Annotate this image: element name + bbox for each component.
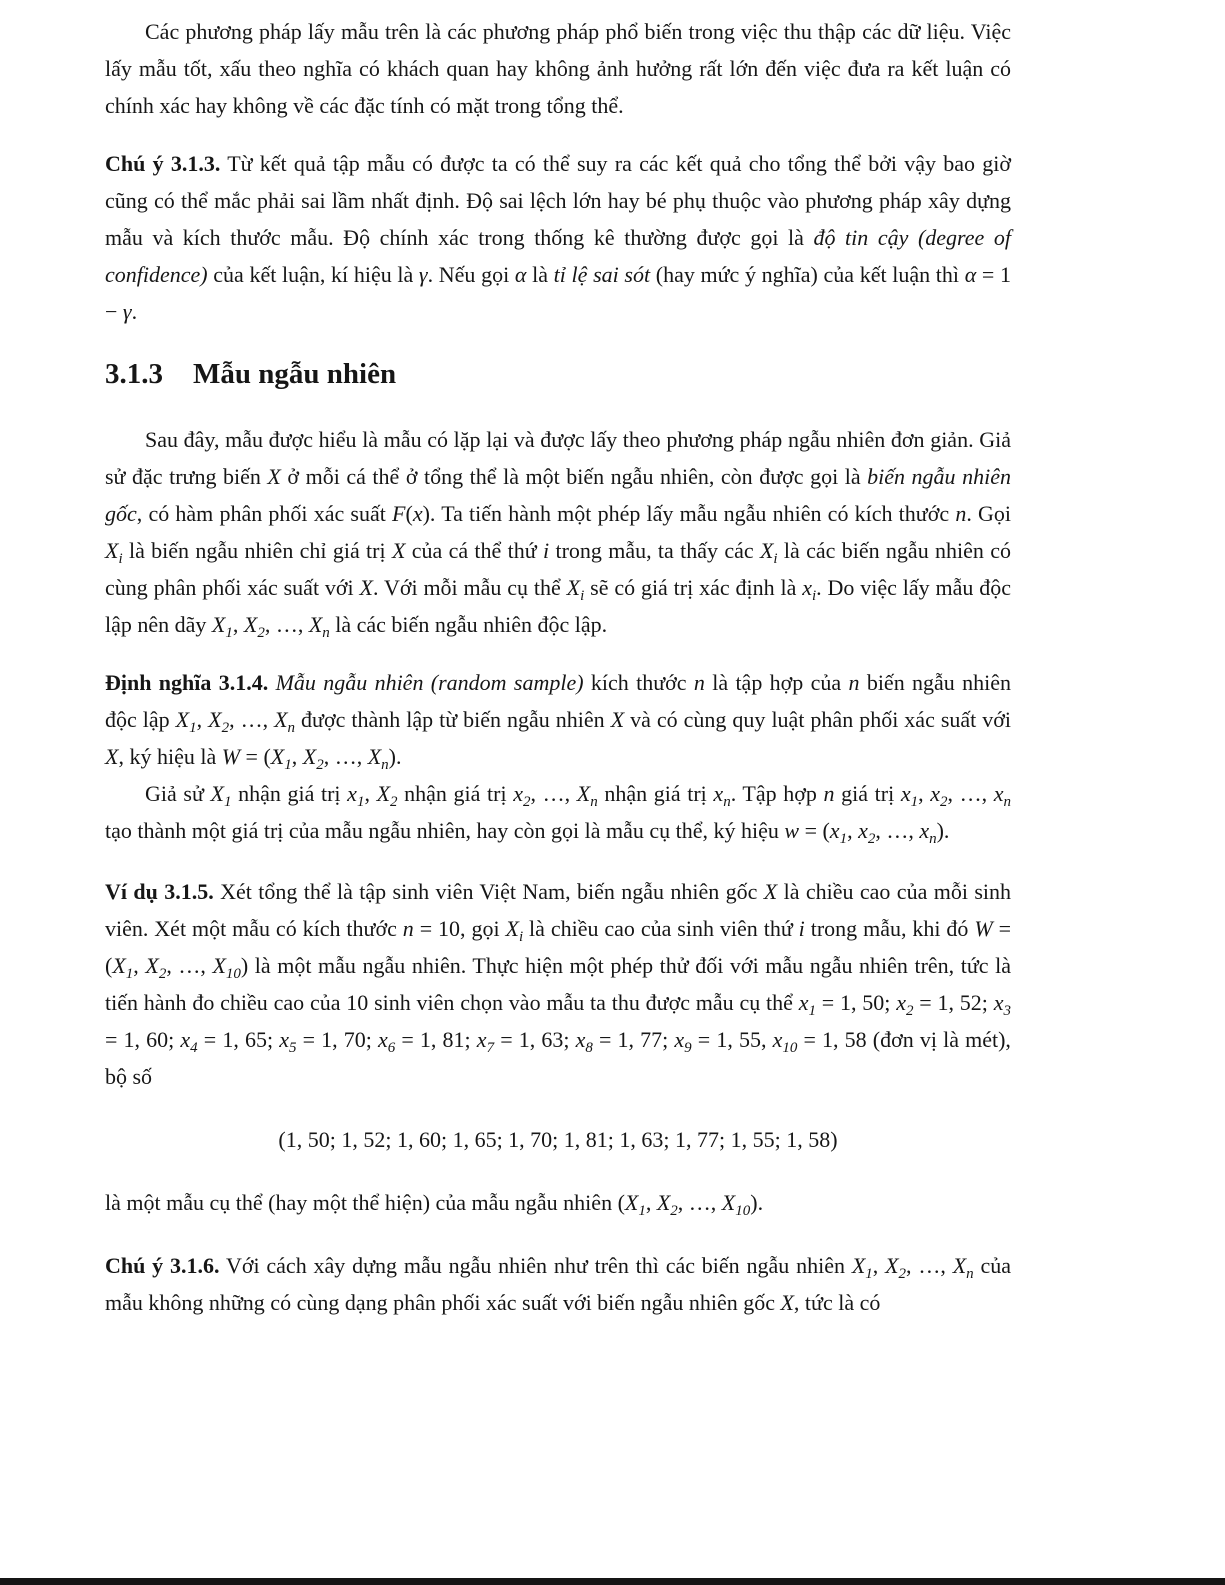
text-run: được thành lập từ biến ngẫu nhiên — [295, 707, 611, 732]
math-run: n — [693, 670, 705, 695]
text-run: = 1, 77; — [592, 1027, 675, 1052]
math-run: X — [175, 707, 190, 732]
subscript-run: 1 — [356, 794, 365, 810]
text-run: = 1, 81; — [395, 1027, 477, 1052]
subscript-run: 9 — [684, 1040, 692, 1056]
math-run: X — [243, 612, 258, 637]
subscript-run: n — [1003, 794, 1012, 810]
math-run: X — [359, 575, 373, 600]
paragraph-note-3-1-3 — [105, 145, 1011, 330]
subscript-run: 2 — [905, 1003, 914, 1019]
math-run: i — [798, 916, 805, 941]
document-page — [105, 0, 1011, 1321]
math-run: X — [212, 953, 226, 978]
text-run: = 10, gọi — [413, 916, 506, 941]
subscript-run: 2 — [867, 831, 876, 847]
text-run: biến ngẫu nhiên độc lập — [105, 670, 1012, 732]
math-run: X — [105, 744, 119, 769]
text-run: là — [526, 262, 554, 287]
text-run: , — [291, 744, 303, 769]
math-run: X — [656, 1190, 671, 1215]
text-run: giá trị — [834, 781, 901, 806]
text-run: = ( — [105, 916, 1012, 978]
math-run: X — [208, 707, 222, 732]
text-run: ) là một mẫu ngẫu nhiên. Thực hiện một phép thử đối với mẫu ngẫu nhiên trên, tức là tiến hành đo chiều cao của 10 sinh viên chọn vào mẫu ta thu được mẫu cụ thể — [105, 953, 1012, 1015]
math-run: x — [798, 990, 809, 1015]
subscript-run: n — [929, 831, 937, 847]
math-run: x — [279, 1027, 289, 1052]
text-run: , — [364, 781, 377, 806]
subscript-run: 1 — [808, 1003, 816, 1019]
math-run: X — [308, 612, 323, 637]
math-run: X — [952, 1253, 967, 1278]
subscript-run: 10 — [735, 1203, 751, 1219]
section-number: 3.1.3 — [105, 358, 163, 390]
display-equation: (1, 50; 1, 52; 1, 60; 1, 65; 1, 70; 1, 81; 1, 63; 1, 77; 1, 55; 1, 58) — [278, 1127, 838, 1152]
text-run: nhận giá trị — [397, 781, 514, 806]
text-run: tạo thành một giá trị của mẫu ngẫu nhiên, hay còn gọi là mẫu cụ thể, ký hiệu — [105, 818, 785, 843]
math-run: X — [759, 538, 774, 563]
text-run: . Tập hợp — [730, 781, 824, 806]
text-run: = ( — [240, 744, 271, 769]
subscript-run: 1 — [638, 1203, 646, 1219]
text-run: , — [645, 1190, 657, 1215]
bold-run: Chú ý 3.1.3. — [105, 151, 221, 176]
text-run: , — [196, 707, 209, 732]
subscript-run: 10 — [782, 1040, 798, 1056]
math-run: X — [105, 538, 119, 563]
text-run: và có cùng quy luật phân phối xác suất với — [624, 707, 1012, 732]
text-run: kích thước — [583, 670, 694, 695]
text-run: ở mỗi cá thể ở tổng thể là một biến ngẫu nhiên, còn được gọi là — [280, 464, 868, 489]
text-run: , tức là có — [793, 1290, 881, 1315]
text-run: ). — [936, 818, 950, 843]
math-run: X — [367, 744, 382, 769]
subscript-run: 1 — [839, 831, 848, 847]
text-run: Các phương pháp lấy mẫu trên là các phương pháp phổ biến trong việc thu thập các dữ liệu. Việc lấy mẫu tốt, xấu theo nghĩa có khách quan hay không ảnh hưởng rất lớn đến việc đưa ra kết luận có chính xác hay không về các đặc tính có mặt trong tổng thể. — [105, 19, 1011, 118]
text-run: , — [918, 781, 931, 806]
math-run: n — [823, 781, 835, 806]
math-run: x — [378, 1027, 388, 1052]
text-run: , …, — [530, 781, 577, 806]
subscript-run: 7 — [486, 1040, 495, 1056]
subscript-run: 1 — [910, 794, 919, 810]
text-run: , — [872, 1253, 886, 1278]
text-run: = 1, 52; — [913, 990, 994, 1015]
text-run: = 1, 60; — [105, 1027, 181, 1052]
math-run: X — [274, 707, 288, 732]
page-bottom-rule — [0, 1578, 1225, 1585]
text-run: nhận giá trị — [597, 781, 714, 806]
subscript-run: n — [590, 794, 598, 810]
math-run: w — [784, 818, 800, 843]
math-run: X — [145, 953, 159, 978]
text-run: Xét tổng thể là tập sinh viên Việt Nam, biến ngẫu nhiên gốc — [213, 879, 764, 904]
math-run: γ — [122, 299, 132, 324]
math-run: x — [412, 501, 423, 526]
subscript-run: 3 — [1003, 1003, 1011, 1019]
subscript-run: i — [518, 929, 524, 945]
math-run: X — [210, 781, 224, 806]
text-run: , …, — [875, 818, 920, 843]
subscript-run: 10 — [225, 966, 241, 982]
text-run: ). — [388, 744, 402, 769]
text-run: (đơn vị là mét), bộ số — [105, 1027, 1011, 1089]
text-run: là chiều cao của sinh viên thứ — [523, 916, 799, 941]
text-run: , …, — [323, 744, 368, 769]
text-run: nhận giá trị — [231, 781, 348, 806]
text-run: . — [131, 299, 138, 324]
subscript-run: n — [322, 625, 330, 641]
paragraph-note-3-1-6 — [105, 1247, 1011, 1321]
section-heading-3-1-3 — [105, 357, 1011, 392]
math-run: x — [993, 990, 1004, 1015]
subscript-run: 2 — [523, 794, 531, 810]
text-run: là chiều cao của mỗi sinh viên. Xét một mẫu có kích thước — [105, 879, 1011, 941]
text-run: Với cách xây dựng mẫu ngẫu nhiên như trên thì các biến ngẫu nhiên — [219, 1253, 852, 1278]
text-run: trong mẫu, ta thấy các — [549, 538, 760, 563]
text-run: sẽ có giá trị xác định là — [584, 575, 803, 600]
math-run: X — [505, 916, 519, 941]
math-run: X — [763, 879, 778, 904]
subscript-run: n — [287, 720, 296, 736]
subscript-run: i — [811, 588, 817, 604]
text-run: của mẫu không những có cùng dạng phân phối xác suất với biến ngẫu nhiên gốc — [105, 1253, 1012, 1315]
subscript-run: 5 — [288, 1040, 297, 1056]
text-run — [268, 670, 275, 695]
subscript-run: 1 — [225, 625, 233, 641]
text-run: là một mẫu cụ thể (hay một thể hiện) của mẫu ngẫu nhiên ( — [105, 1190, 625, 1215]
math-run: x — [919, 818, 930, 843]
text-run: , — [847, 818, 859, 843]
text-run: = ( — [799, 818, 830, 843]
italic-run: tỉ lệ sai sót — [553, 262, 651, 287]
subscript-run: i — [118, 551, 123, 567]
math-run: x — [930, 781, 940, 806]
text-run: là các biến ngẫu nhiên có cùng phân phối xác suất với — [105, 538, 1011, 600]
math-run: x — [513, 781, 523, 806]
math-run: X — [721, 1190, 736, 1215]
text-run: là tập hợp của — [704, 670, 849, 695]
math-run: X — [267, 464, 281, 489]
math-run: γ — [418, 262, 428, 287]
math-run: x — [575, 1027, 586, 1052]
text-run: trong mẫu, khi đó — [804, 916, 975, 941]
italic-run: độ tin cậy (degree of confidence) — [105, 225, 1011, 287]
text-run: = 1, 55, — [691, 1027, 773, 1052]
math-run: x — [347, 781, 357, 806]
subscript-run: 2 — [898, 1266, 907, 1282]
text-run: Từ kết quả tập mẫu có được ta có thể suy ra các kết quả cho tổng thể bởi vậy bao giờ cũng có thể mắc phải sai lầm nhất định. Độ sai lệch lớn hay bé phụ thuộc vào phương pháp xây dựng mẫu và kích thước mẫu. Độ chính xác trong thống kê thường được gọi là — [105, 151, 1011, 250]
subscript-run: 6 — [387, 1040, 396, 1056]
subscript-run: 8 — [585, 1040, 593, 1056]
subscript-run: 2 — [390, 794, 398, 810]
text-run: , …, — [229, 707, 275, 732]
text-run: , có hàm phân phối xác suất — [136, 501, 393, 526]
subscript-run: 2 — [316, 757, 324, 773]
math-run: x — [858, 818, 868, 843]
text-run: . Nếu gọi — [427, 262, 515, 287]
text-run: , — [133, 953, 146, 978]
subscript-run: 1 — [284, 757, 292, 773]
text-run: , …, — [264, 612, 309, 637]
math-run: x — [772, 1027, 783, 1052]
subscript-run: n — [381, 757, 389, 773]
text-run: Sau đây, mẫu được hiểu là mẫu có lặp lại và được lấy theo phương pháp ngẫu nhiên đơn giản. Giả sử đặc trưng biến — [105, 427, 1011, 489]
math-run: x — [674, 1027, 685, 1052]
subscript-run: 2 — [940, 794, 948, 810]
math-run: X — [376, 781, 391, 806]
text-run: = 1, 50; — [815, 990, 897, 1015]
subscript-run: 4 — [190, 1040, 198, 1056]
math-run: X — [624, 1190, 639, 1215]
math-run: X — [112, 953, 126, 978]
math-run: α — [964, 262, 977, 287]
bold-run: Chú ý 3.1.6. — [105, 1253, 220, 1278]
text-run: ( — [405, 501, 413, 526]
text-run: = 1, 65; — [197, 1027, 280, 1052]
subscript-run: n — [966, 1266, 974, 1282]
math-run: n — [848, 670, 860, 695]
text-run: , …, — [906, 1253, 953, 1278]
math-run: x — [900, 781, 911, 806]
subscript-run: 1 — [865, 1266, 873, 1282]
math-run: W — [221, 744, 241, 769]
math-run: X — [566, 575, 581, 600]
subscript-run: 1 — [125, 966, 134, 982]
section-title: Mẫu ngẫu nhiên — [193, 358, 397, 390]
text-run: = 1, 58 — [797, 1027, 867, 1052]
math-run: X — [885, 1253, 899, 1278]
paragraph-sample-values — [105, 775, 1011, 849]
math-run: i — [543, 538, 550, 563]
text-run: (hay mức ý nghĩa) của kết luận thì — [650, 262, 965, 287]
math-run: x — [476, 1027, 487, 1052]
text-run: , …, — [947, 781, 994, 806]
math-run: W — [974, 916, 993, 941]
text-run: . Gọi — [966, 501, 1011, 526]
math-run: x — [802, 575, 812, 600]
paragraph-intro — [105, 13, 1011, 124]
text-run: , …, — [677, 1190, 722, 1215]
subscript-run: i — [773, 551, 778, 567]
paragraph-example-3-1-5 — [105, 873, 1011, 1095]
math-run: X — [211, 612, 226, 637]
math-run: X — [610, 707, 625, 732]
math-run: X — [780, 1290, 794, 1315]
text-run: = 1, 63; — [494, 1027, 576, 1052]
math-run: X — [576, 781, 591, 806]
subscript-run: 1 — [223, 794, 232, 810]
math-run: X — [391, 538, 406, 563]
text-run: . Do việc lấy mẫu độc lập nên dãy — [105, 575, 1011, 637]
subscript-run: 1 — [189, 720, 197, 736]
paragraph-definition-3-1-4 — [105, 664, 1011, 775]
text-run: , ký hiệu là — [118, 744, 222, 769]
subscript-run: 2 — [158, 966, 167, 982]
paragraph-random-sample-intro — [105, 421, 1011, 643]
text-run: , …, — [166, 953, 213, 978]
math-run: x — [180, 1027, 191, 1052]
text-run: Giả sử — [145, 781, 211, 806]
math-run: x — [829, 818, 840, 843]
subscript-run: 2 — [221, 720, 230, 736]
bold-run: Định nghĩa 3.1.4. — [105, 670, 269, 695]
bold-run: Ví dụ 3.1.5. — [105, 879, 214, 904]
subscript-run: 2 — [670, 1203, 678, 1219]
subscript-run: n — [723, 794, 731, 810]
math-run: X — [851, 1253, 866, 1278]
text-run: , — [232, 612, 244, 637]
math-run: X — [270, 744, 285, 769]
text-run: của cá thể thứ — [405, 538, 543, 563]
math-run: x — [896, 990, 906, 1015]
math-run: n — [955, 501, 967, 526]
italic-run: biến ngẫu nhiên gốc — [105, 464, 1011, 526]
text-run: = 1 − — [105, 262, 1011, 324]
text-run: ). — [750, 1190, 764, 1215]
text-run: là biến ngẫu nhiên chỉ giá trị — [122, 538, 392, 563]
paragraph-sample-instance — [105, 1184, 1011, 1221]
text-run: = 1, 70; — [296, 1027, 378, 1052]
text-run: . Ta tiến hành một phép lấy mẫu ngẫu nhiên có kích thước — [429, 501, 956, 526]
text-run: . Với mỗi mẫu cụ thể — [372, 575, 567, 600]
subscript-run: i — [580, 588, 585, 604]
subscript-run: 2 — [257, 625, 265, 641]
math-run: x — [993, 781, 1004, 806]
math-run: X — [302, 744, 317, 769]
italic-run: Mẫu ngẫu nhiên (random sample) — [275, 670, 584, 695]
math-run: α — [514, 262, 527, 287]
math-run: F — [392, 501, 406, 526]
text-run: ) — [422, 501, 430, 526]
math-run: x — [713, 781, 724, 806]
text-run: là các biến ngẫu nhiên độc lập. — [329, 612, 608, 637]
text-run: của kết luận, kí hiệu là — [207, 262, 419, 287]
math-run: n — [402, 916, 414, 941]
